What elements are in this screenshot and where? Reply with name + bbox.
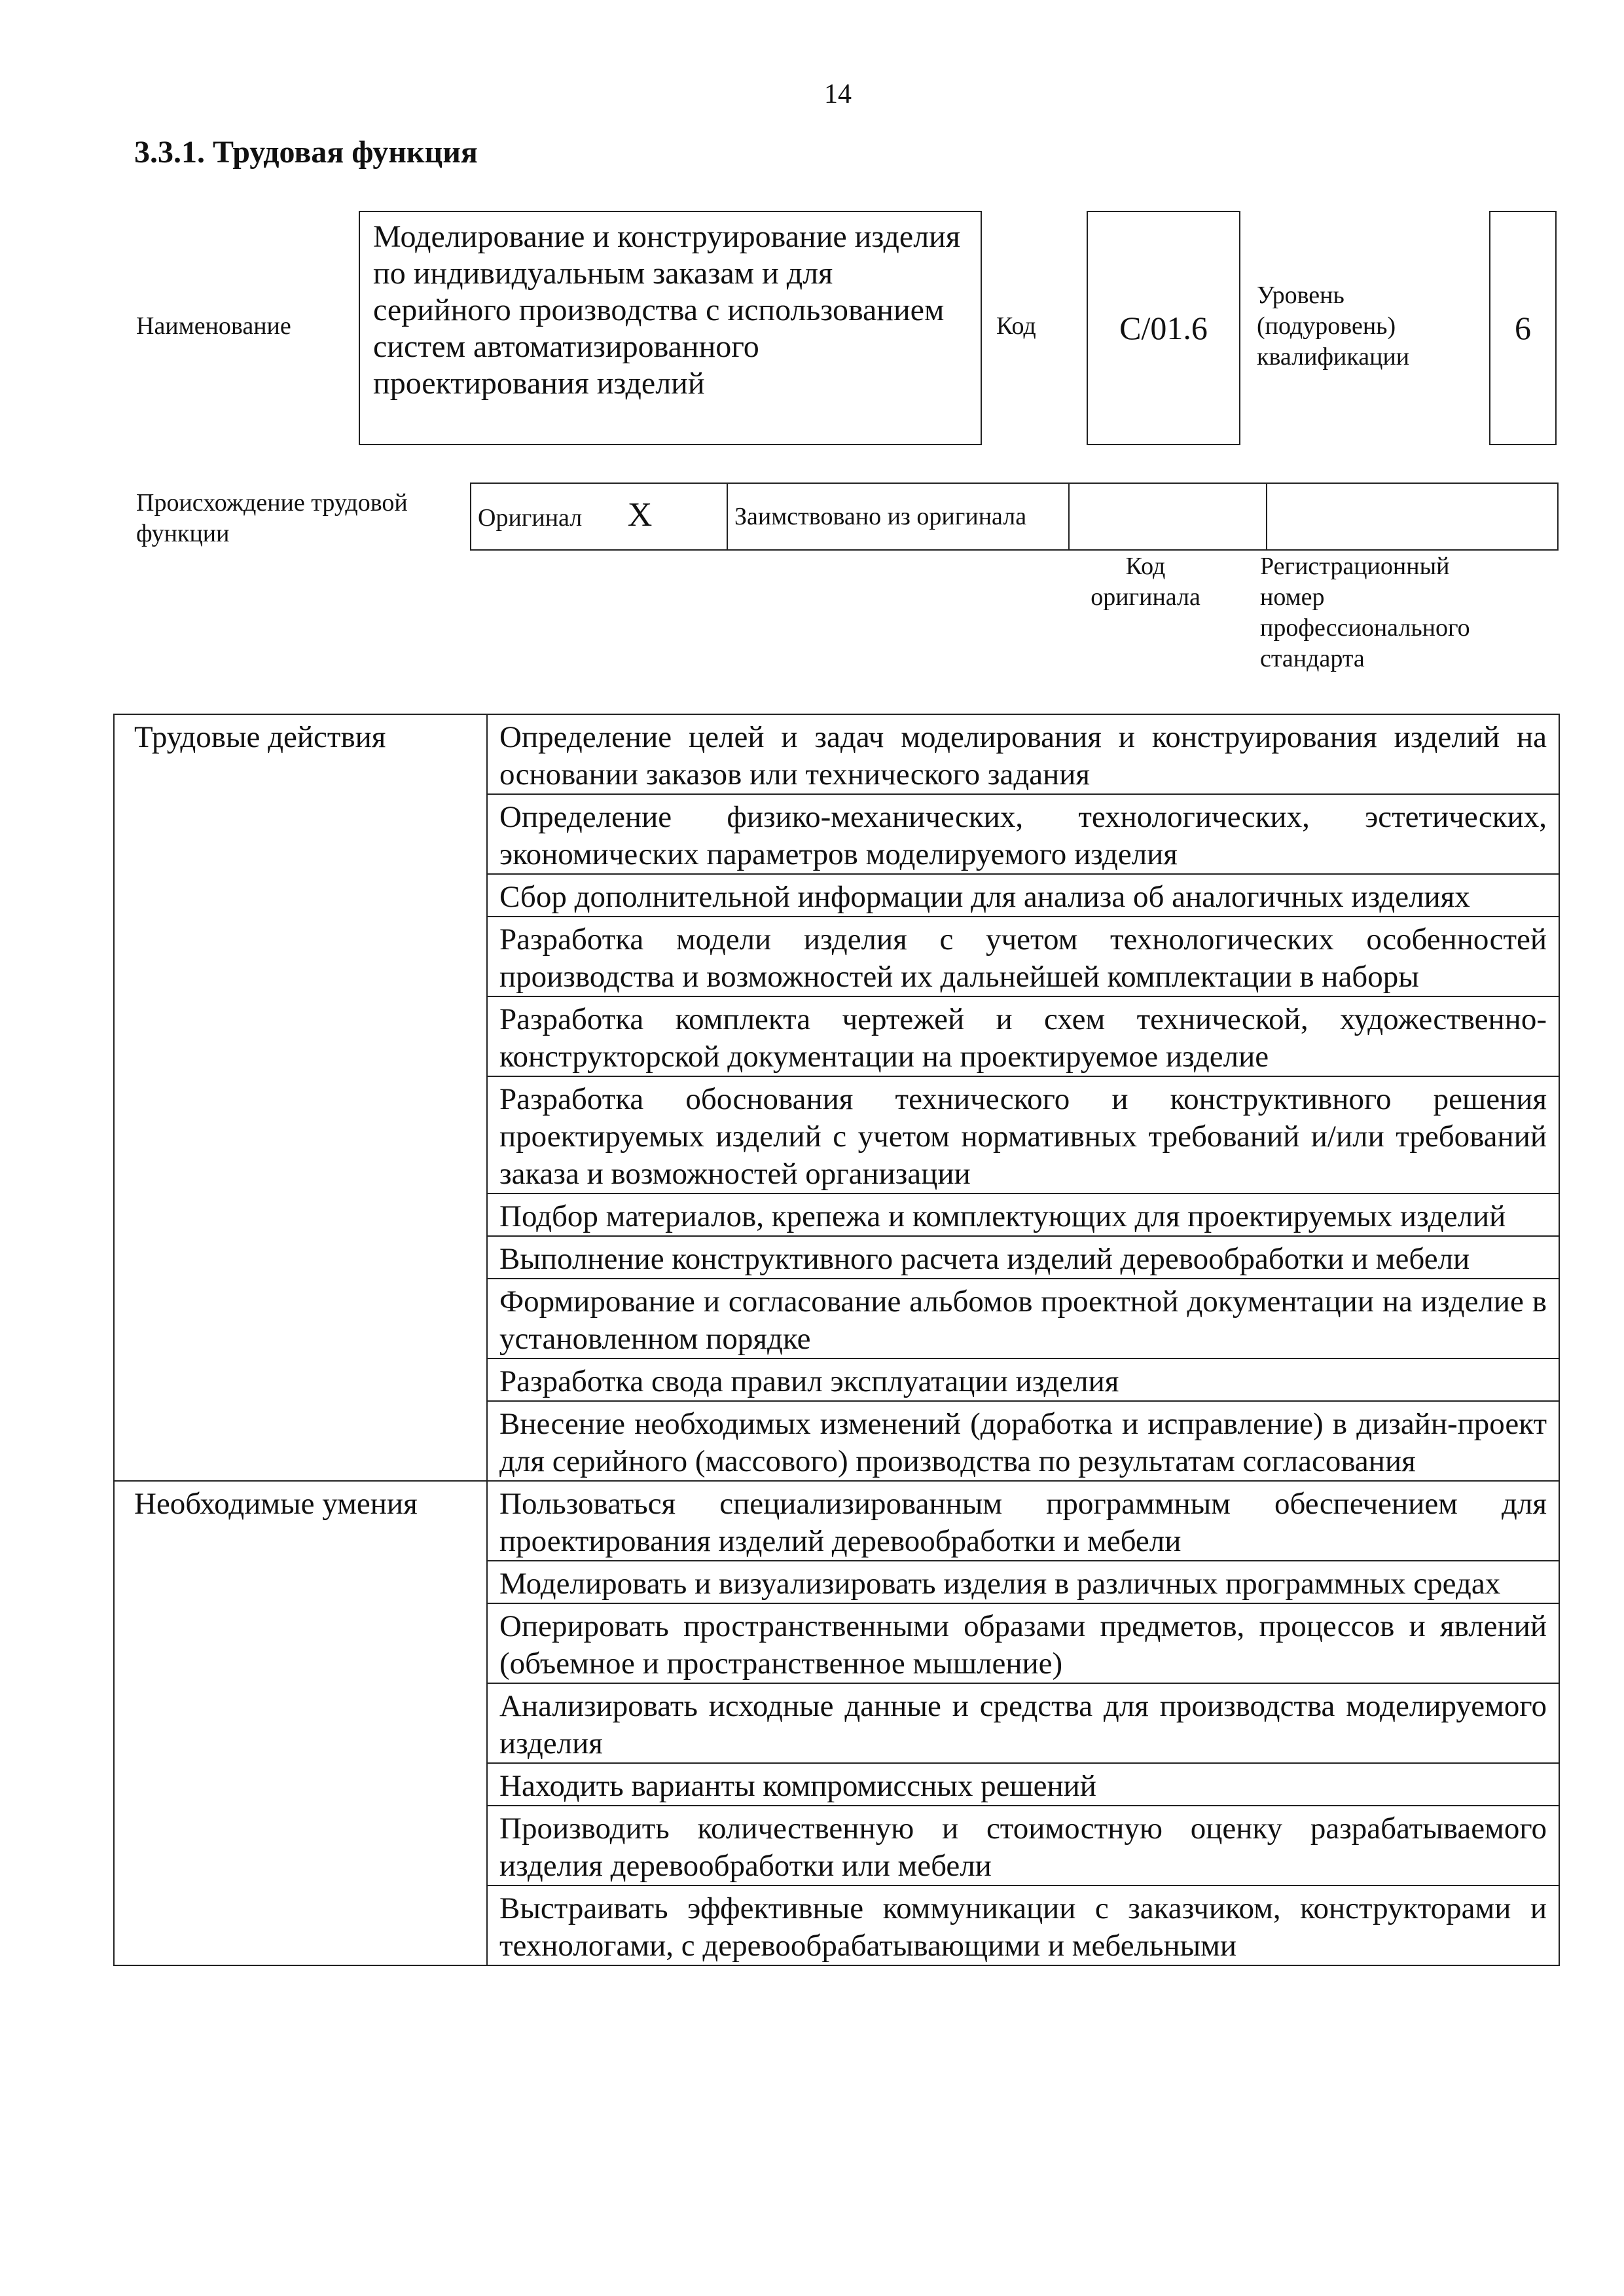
caption-line: номер xyxy=(1260,583,1325,611)
original-label: Оригинал xyxy=(478,504,583,532)
code-original-caption xyxy=(1080,551,1211,613)
page-number: 14 xyxy=(824,79,852,109)
item-cell: Разработка свода правил эксплуатации изделия xyxy=(487,1358,1559,1401)
item-cell: Определение целей и задач моделирования и конструирования изделий на основании заказов или технического задания xyxy=(487,714,1559,794)
item-cell: Анализировать исходные данные и средства для производства моделируемого изделия xyxy=(487,1683,1559,1763)
qualification-level-label xyxy=(1257,280,1409,373)
table-row xyxy=(114,714,1559,794)
borrowed-label: Заимствовано из оригинала xyxy=(727,483,1069,550)
reg-number-cell xyxy=(1267,483,1558,550)
reg-number-caption xyxy=(1260,551,1470,674)
item-cell: Разработка обоснования технического и конструктивного решения проектируемых изделий с учетом нормативных требований и/или требований заказа и возможностей организации xyxy=(487,1076,1559,1194)
item-cell: Находить варианты компромиссных решений xyxy=(487,1763,1559,1806)
original-cell xyxy=(471,483,727,550)
item-cell: Пользоваться специализированным программным обеспечением для проектирования изделий деревообработки и мебели xyxy=(487,1481,1559,1561)
item-cell: Формирование и согласование альбомов проектной документации на изделие в установленном порядке xyxy=(487,1279,1559,1358)
caption-line: Регистрационный xyxy=(1260,553,1450,580)
item-cell: Разработка модели изделия с учетом технологических особенностей производства и возможностей их дальнейшей комплектации в наборы xyxy=(487,917,1559,996)
caption-line: Код xyxy=(1125,553,1166,580)
item-cell: Моделировать и визуализировать изделия в различных программных средах xyxy=(487,1561,1559,1603)
original-mark: X xyxy=(627,496,653,534)
item-cell: Выполнение конструктивного расчета изделий деревообработки и мебели xyxy=(487,1236,1559,1279)
function-name-box: Моделирование и конструирование изделия по индивидуальным заказам и для серийного производства с использованием систем автоматизированного проектирования изделий xyxy=(359,211,982,445)
level-label-line: (подуровень) xyxy=(1257,312,1396,340)
name-label: Наименование xyxy=(136,312,291,340)
section-title-cell: Трудовые действия xyxy=(114,714,487,1481)
item-cell: Подбор материалов, крепежа и комплектующих для проектируемых изделий xyxy=(487,1194,1559,1236)
code-label: Код xyxy=(996,312,1036,340)
item-cell: Выстраивать эффективные коммуникации с заказчиком, конструкторами и технологами, с деревообрабатывающими и мебельными xyxy=(487,1886,1559,1965)
section-title-cell: Необходимые умения xyxy=(114,1481,487,1965)
item-cell: Разработка комплекта чертежей и схем технической, художественно-конструкторской документации на проектируемое изделие xyxy=(487,996,1559,1076)
origin-table xyxy=(470,483,1559,551)
origin-label: Происхождение трудовой функции xyxy=(136,489,408,547)
item-cell: Сбор дополнительной информации для анализа об аналогичных изделиях xyxy=(487,874,1559,917)
table-row xyxy=(114,1481,1559,1561)
labor-function-table xyxy=(113,714,1560,1966)
code-box: С/01.6 xyxy=(1087,211,1240,445)
item-cell: Внесение необходимых изменений (доработка и исправление) в дизайн-проект для серийного (массового) производства по результатам согласования xyxy=(487,1401,1559,1481)
level-label-line: Уровень xyxy=(1257,282,1344,309)
caption-line: профессионального xyxy=(1260,614,1470,642)
section-title: 3.3.1. Трудовая функция xyxy=(134,135,478,170)
caption-line: стандарта xyxy=(1260,645,1365,672)
caption-line: оригинала xyxy=(1091,583,1200,611)
item-cell: Оперировать пространственными образами предметов, процессов и явлений (объемное и пространственное мышление) xyxy=(487,1603,1559,1683)
level-label-line: квалификации xyxy=(1257,343,1410,371)
item-cell: Производить количественную и стоимостную оценку разрабатываемого изделия деревообработки или мебели xyxy=(487,1806,1559,1886)
qualification-level-box: 6 xyxy=(1489,211,1557,445)
code-original-cell xyxy=(1069,483,1267,550)
item-cell: Определение физико-механических, технологических, эстетических, экономических параметров моделируемого изделия xyxy=(487,794,1559,874)
